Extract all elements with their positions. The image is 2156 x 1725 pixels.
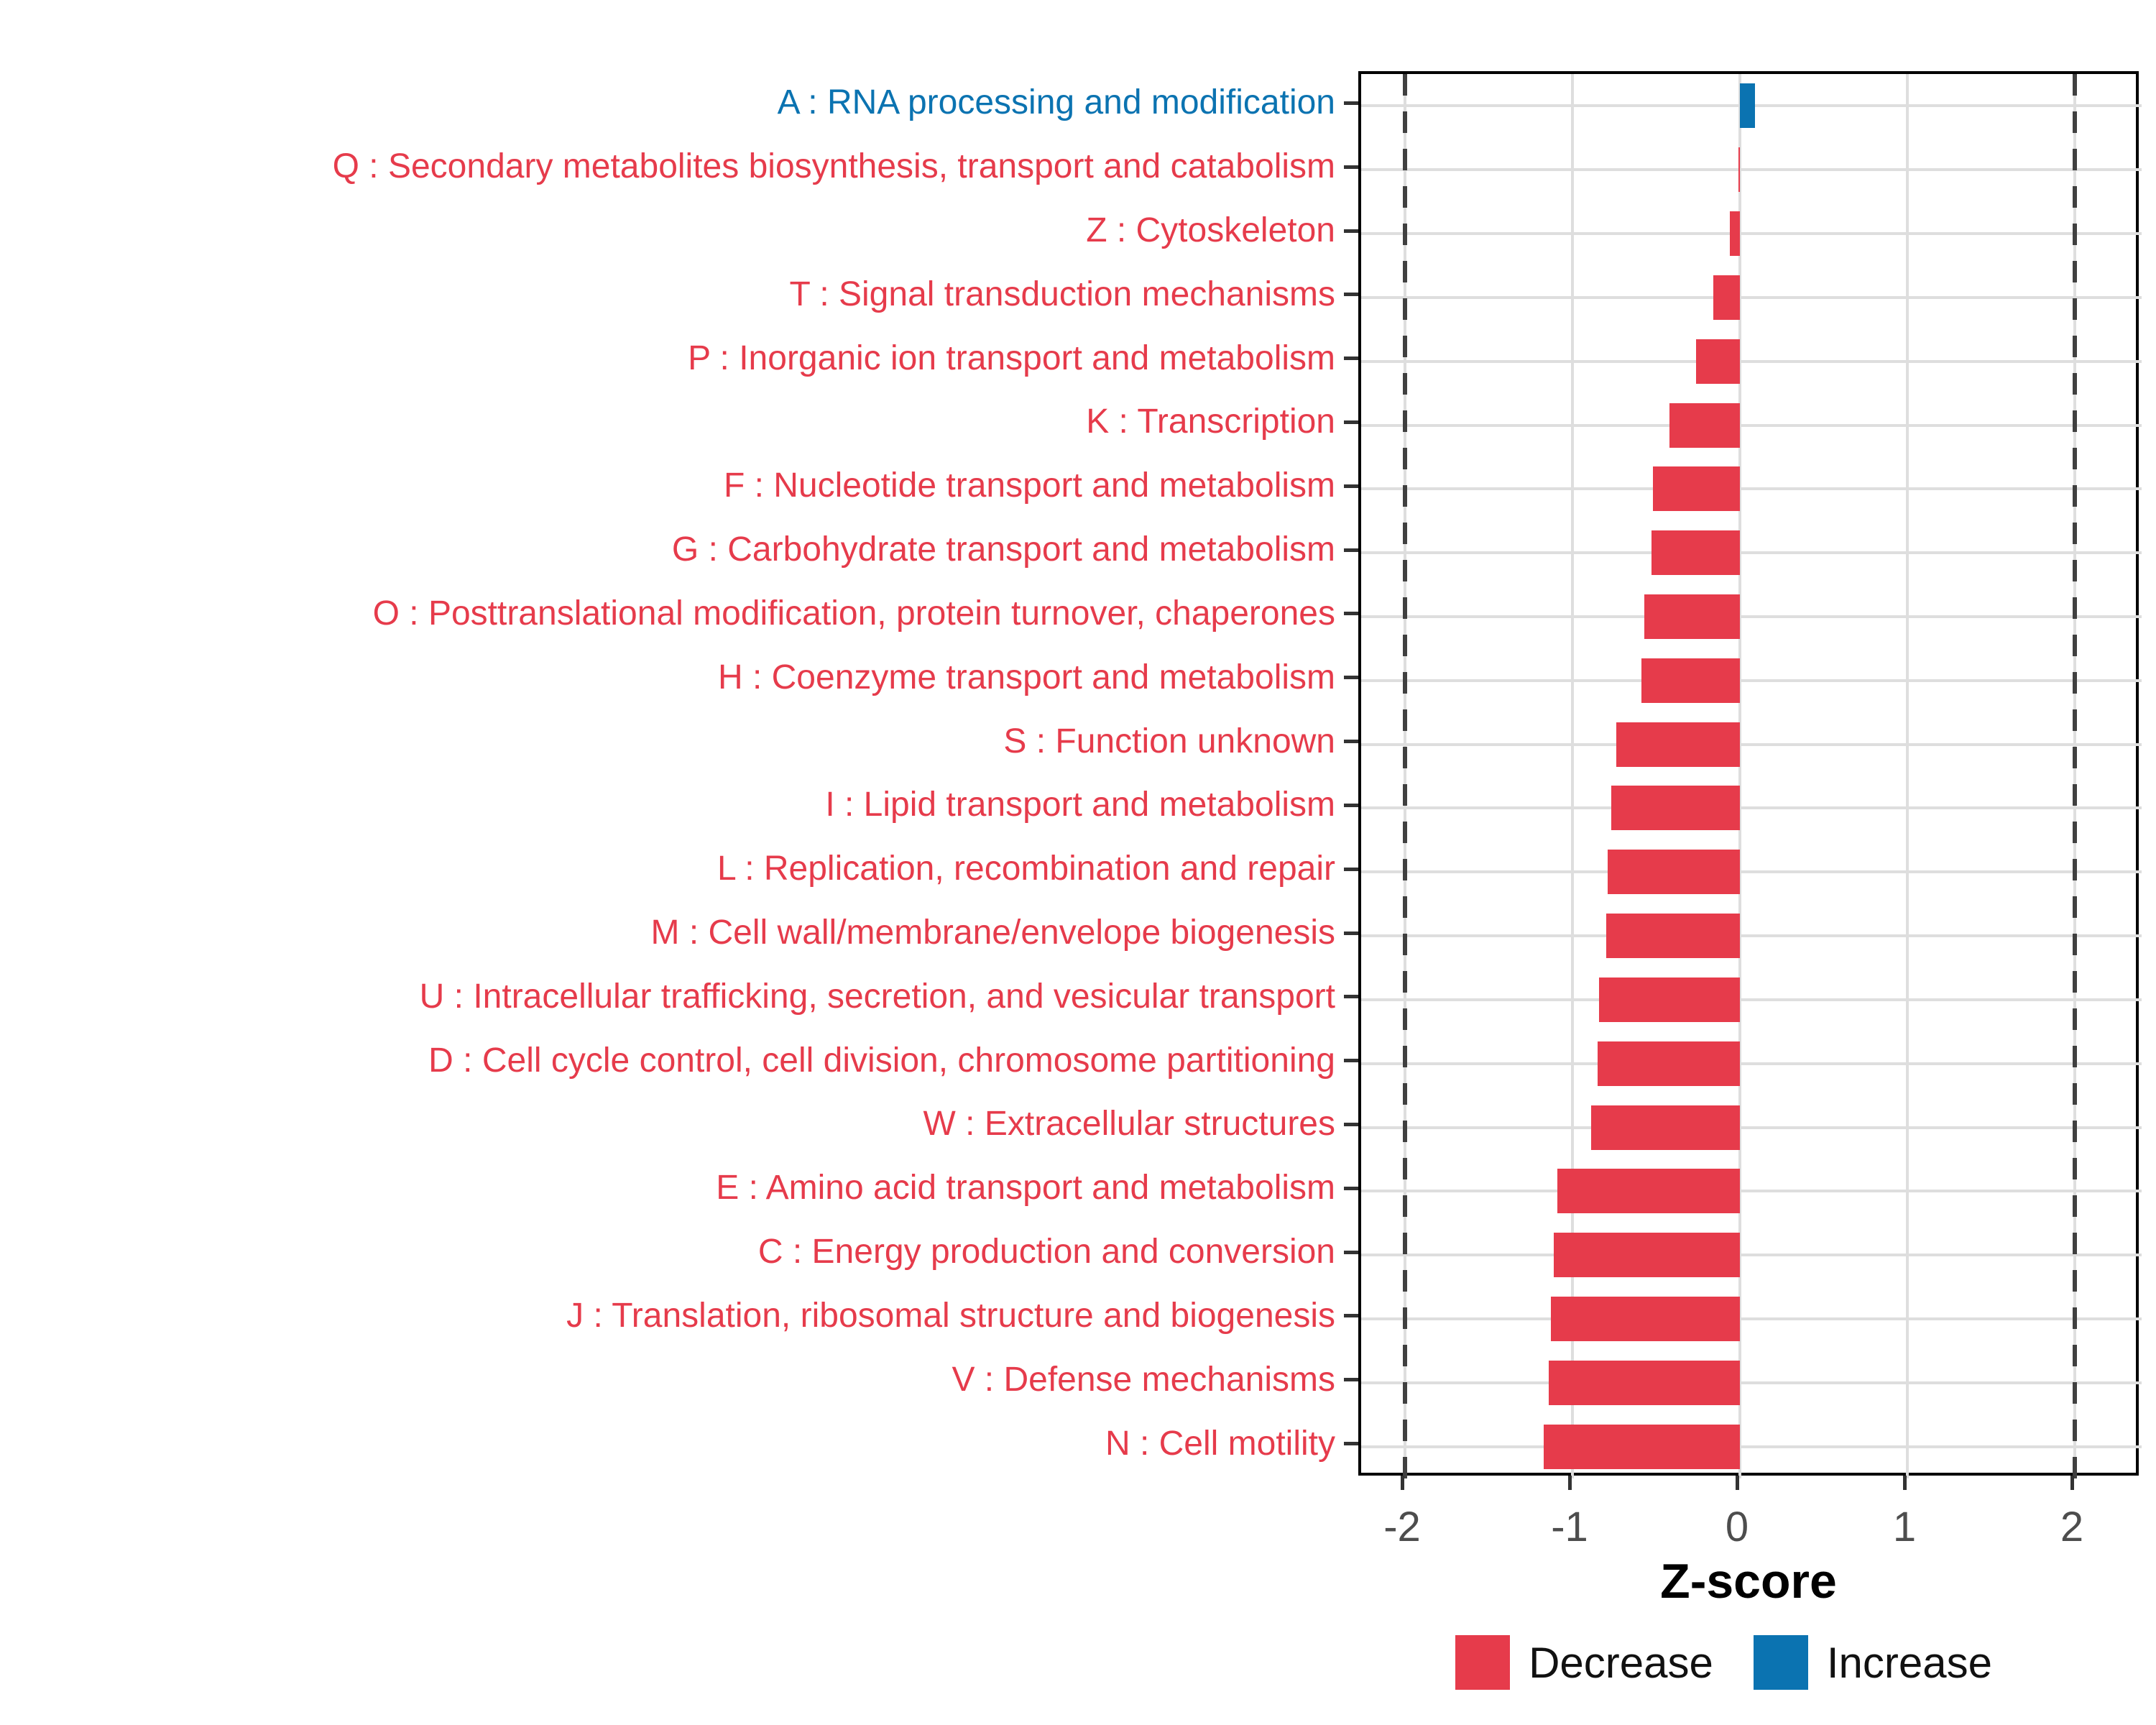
horizontal-gridline <box>1361 679 2142 682</box>
legend-label: Increase <box>1826 1638 1992 1687</box>
decrease-bar <box>1608 850 1740 894</box>
decrease-bar <box>1696 339 1740 384</box>
decrease-bar <box>1651 530 1740 575</box>
y-axis-label: D : Cell cycle control, cell division, chromosome partitioning <box>428 1041 1335 1080</box>
horizontal-gridline <box>1361 870 2142 873</box>
y-axis-tick-mark <box>1344 101 1358 105</box>
decrease-bar <box>1713 275 1740 320</box>
y-axis-label: N : Cell motility <box>1105 1424 1335 1463</box>
decrease-bar <box>1554 1233 1740 1277</box>
horizontal-gridline <box>1361 743 2142 746</box>
y-axis-label: L : Replication, recombination and repair <box>717 850 1335 888</box>
horizontal-gridline <box>1361 934 2142 937</box>
horizontal-gridline <box>1361 424 2142 427</box>
decrease-bar <box>1598 1041 1740 1086</box>
x-axis-tick-mark <box>2070 1476 2074 1490</box>
horizontal-gridline <box>1361 1254 2142 1256</box>
y-axis-label: J : Translation, ribosomal structure and biogenesis <box>566 1296 1335 1335</box>
horizontal-gridline <box>1361 296 2142 299</box>
y-axis-label: T : Signal transduction mechanisms <box>789 275 1335 313</box>
decrease-bar <box>1599 978 1740 1022</box>
legend-item-decrease <box>1455 1635 1713 1690</box>
x-axis-tick-mark <box>1568 1476 1572 1490</box>
y-axis-label: O : Posttranslational modification, protein turnover, chaperones <box>372 594 1335 632</box>
decrease-bar <box>1669 403 1740 448</box>
y-axis-tick-mark <box>1344 868 1358 871</box>
horizontal-gridline <box>1361 1062 2142 1065</box>
horizontal-gridline <box>1361 360 2142 363</box>
decrease-bar <box>1641 658 1740 703</box>
y-axis-tick-mark <box>1344 1059 1358 1062</box>
decrease-bar <box>1611 786 1740 830</box>
decrease-bar <box>1738 147 1740 192</box>
y-axis-label: E : Amino acid transport and metabolism <box>716 1169 1335 1208</box>
x-axis-tick-mark <box>1903 1476 1907 1490</box>
y-axis-tick-mark <box>1344 293 1358 296</box>
y-axis-label: V : Defense mechanisms <box>952 1360 1335 1399</box>
x-axis-tick-label: 1 <box>1892 1504 1917 1550</box>
y-axis-tick-mark <box>1344 804 1358 807</box>
horizontal-gridline <box>1361 1190 2142 1192</box>
horizontal-gridline <box>1361 232 2142 235</box>
legend <box>1455 1635 1992 1690</box>
decrease-bar <box>1591 1105 1740 1150</box>
y-axis-label: Z : Cytoskeleton <box>1086 211 1335 250</box>
y-axis-label: U : Intracellular trafficking, secretion, and vesicular transport <box>419 977 1335 1016</box>
y-axis-tick-mark <box>1344 548 1358 552</box>
y-axis-tick-mark <box>1344 484 1358 488</box>
horizontal-gridline <box>1361 1317 2142 1320</box>
increase-bar <box>1740 83 1755 128</box>
y-axis-tick-mark <box>1344 1378 1358 1381</box>
horizontal-gridline <box>1361 551 2142 554</box>
reference-dashed-line <box>1403 74 1407 1478</box>
horizontal-gridline <box>1361 487 2142 490</box>
y-axis-tick-mark <box>1344 420 1358 424</box>
x-axis-title: Z-score <box>1660 1554 1837 1609</box>
horizontal-gridline <box>1361 615 2142 618</box>
y-axis-label: A : RNA processing and modification <box>777 83 1335 122</box>
y-axis-tick-mark <box>1344 740 1358 743</box>
decrease-swatch <box>1455 1635 1510 1690</box>
x-axis-tick-mark <box>1736 1476 1739 1490</box>
y-axis-tick-mark <box>1344 1442 1358 1445</box>
vertical-gridline <box>1906 74 1909 1478</box>
y-axis-label: Q : Secondary metabolites biosynthesis, transport and catabolism <box>332 147 1335 186</box>
decrease-bar <box>1557 1169 1740 1213</box>
y-axis-tick-mark <box>1344 356 1358 360</box>
y-axis-tick-mark <box>1344 1123 1358 1126</box>
y-axis-label: M : Cell wall/membrane/envelope biogenesis <box>650 914 1335 952</box>
plot-panel <box>1358 71 2139 1476</box>
y-axis-tick-mark <box>1344 1251 1358 1254</box>
decrease-bar <box>1644 594 1740 639</box>
legend-label: Decrease <box>1529 1638 1713 1687</box>
y-axis-tick-mark <box>1344 676 1358 679</box>
x-axis-tick-label: 0 <box>1725 1504 1749 1550</box>
y-axis-tick-mark <box>1344 995 1358 998</box>
x-axis-tick-mark <box>1401 1476 1404 1490</box>
y-axis-label: W : Extracellular structures <box>923 1105 1335 1144</box>
horizontal-gridline <box>1361 998 2142 1001</box>
x-axis-tick-label: 2 <box>2060 1504 2084 1550</box>
reference-dashed-line <box>2073 74 2077 1478</box>
decrease-bar <box>1551 1297 1740 1341</box>
y-axis-label: S : Function unknown <box>1003 722 1335 760</box>
increase-swatch <box>1754 1635 1808 1690</box>
y-axis-tick-mark <box>1344 932 1358 935</box>
horizontal-gridline <box>1361 806 2142 809</box>
horizontal-gridline <box>1361 1126 2142 1129</box>
horizontal-gridline <box>1361 1381 2142 1384</box>
decrease-bar <box>1730 211 1740 256</box>
y-axis-tick-mark <box>1344 612 1358 615</box>
decrease-bar <box>1616 722 1740 767</box>
y-axis-label: G : Carbohydrate transport and metabolism <box>671 530 1335 569</box>
y-axis-label: P : Inorganic ion transport and metabolism <box>688 339 1335 377</box>
y-axis-label: H : Coenzyme transport and metabolism <box>717 658 1335 696</box>
y-axis-tick-mark <box>1344 1314 1358 1317</box>
x-axis-tick-label: -2 <box>1383 1504 1421 1550</box>
decrease-bar <box>1653 466 1740 511</box>
horizontal-gridline <box>1361 168 2142 171</box>
y-axis-label: C : Energy production and conversion <box>757 1233 1335 1271</box>
y-axis-tick-mark <box>1344 229 1358 233</box>
x-axis-tick-label: -1 <box>1551 1504 1588 1550</box>
decrease-bar <box>1549 1361 1740 1405</box>
y-axis-label: I : Lipid transport and metabolism <box>825 786 1335 824</box>
decrease-bar <box>1544 1425 1740 1469</box>
y-axis-label: F : Nucleotide transport and metabolism <box>723 466 1335 505</box>
y-axis-label: K : Transcription <box>1086 402 1335 441</box>
horizontal-gridline <box>1361 1445 2142 1448</box>
y-axis-tick-mark <box>1344 165 1358 169</box>
decrease-bar <box>1606 914 1740 958</box>
legend-item-increase <box>1754 1635 1992 1690</box>
y-axis-tick-mark <box>1344 1187 1358 1190</box>
